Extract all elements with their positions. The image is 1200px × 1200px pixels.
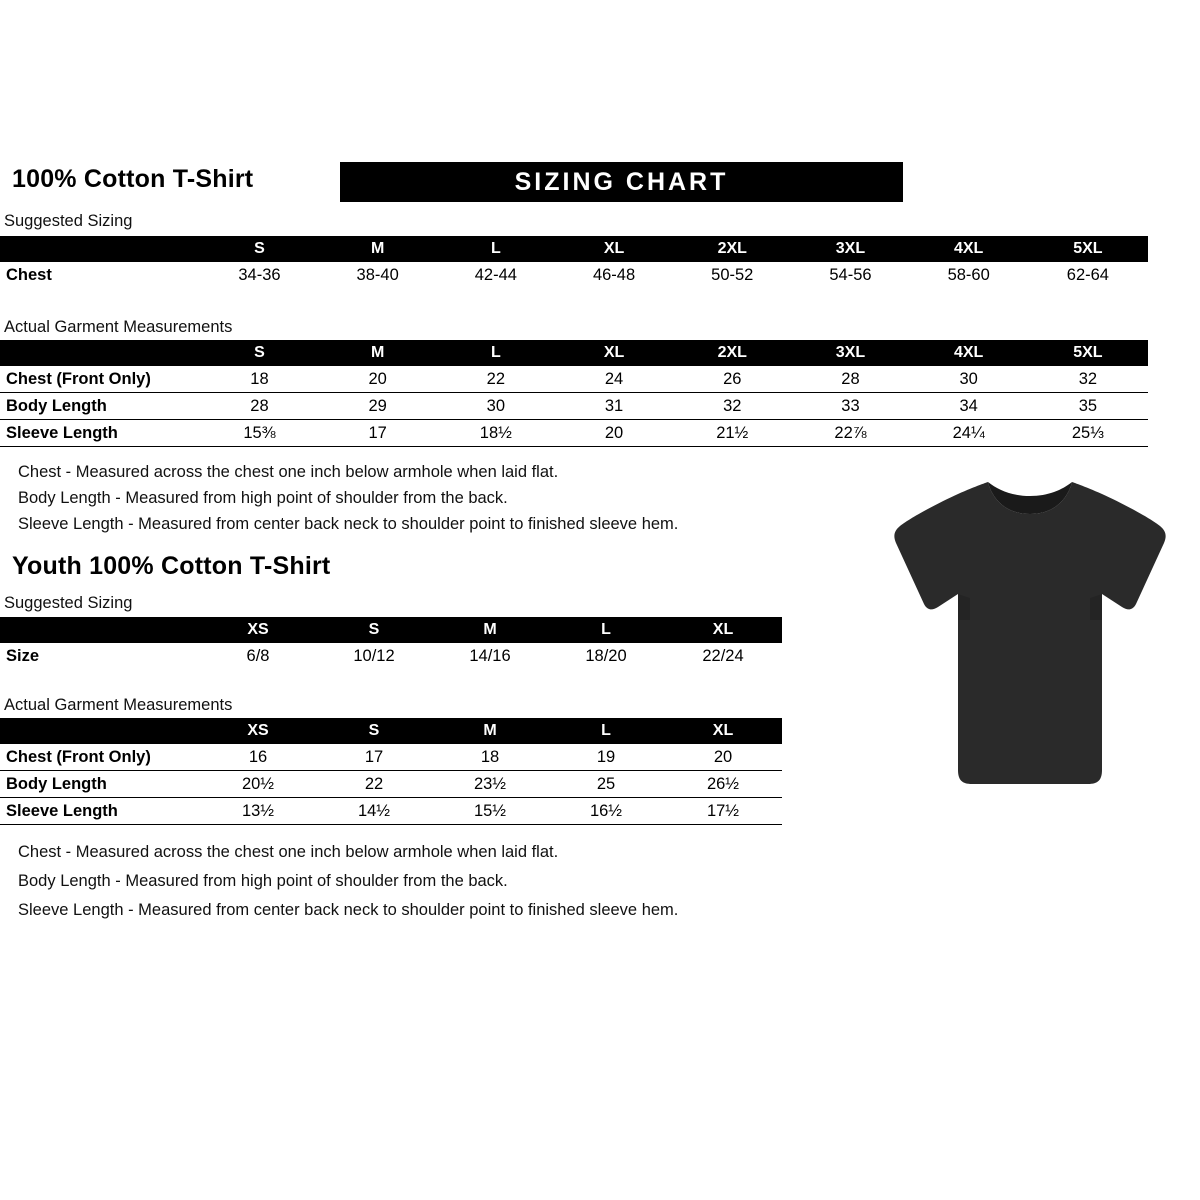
col-header-3xl: 3XL	[791, 340, 909, 366]
table-row	[0, 420, 1148, 447]
col-header-blank	[0, 236, 200, 262]
col-header-xl: XL	[555, 236, 673, 262]
col-header-4xl: 4XL	[910, 236, 1028, 262]
col-header-s: S	[316, 718, 432, 744]
cell-chest-l: 42-44	[474, 265, 517, 284]
col-header-l: L	[548, 617, 664, 643]
t-shirt-icon	[880, 470, 1180, 810]
cell-size-xl: 22/24	[702, 646, 744, 665]
table-header-row	[0, 718, 782, 744]
cell-chestfront-3xl: 28	[841, 369, 860, 388]
cell-size-m: 14/16	[469, 646, 511, 665]
table-row	[0, 643, 782, 669]
cell-chest-2xl: 50-52	[711, 265, 754, 284]
cell-chestfront-l: 22	[486, 369, 506, 388]
cell-size-s: 10/12	[353, 646, 395, 665]
col-header-s: S	[200, 236, 318, 262]
row-label-body-length: Body Length	[6, 774, 107, 793]
youth-suggested-sizing-table	[0, 617, 782, 669]
col-header-4xl: 4XL	[910, 340, 1028, 366]
col-header-5xl: 5XL	[1028, 340, 1148, 366]
table-row	[0, 771, 782, 798]
col-header-m: M	[432, 718, 548, 744]
cell-chestfront-s: 18	[250, 369, 269, 388]
col-header-m: M	[319, 340, 437, 366]
cell-sleevelength-l: 16½	[589, 801, 623, 820]
youth-note-sleeve-length: Sleeve Length - Measured from center back neck to shoulder point to finished sleeve hem.	[18, 901, 679, 919]
col-header-xs: XS	[200, 617, 316, 643]
table-row	[0, 366, 1148, 393]
col-header-blank	[0, 340, 200, 366]
cell-bodylength-m: 29	[368, 396, 387, 415]
cell-size-xs: 6/8	[246, 646, 270, 665]
cell-bodylength-xl: 31	[604, 396, 624, 415]
cell-bodylength-s: 22	[364, 774, 384, 793]
cell-chestfront-m: 18	[480, 747, 500, 766]
cell-chestfront-l: 19	[596, 747, 616, 766]
cell-sleevelength-5xl: 25⅓	[1071, 423, 1104, 442]
youth-note-body-length: Body Length - Measured from high point of shoulder from the back.	[18, 872, 508, 890]
col-header-l: L	[548, 718, 664, 744]
youth-actual-measurements-table	[0, 718, 782, 825]
cell-sleevelength-s: 14½	[357, 801, 391, 820]
row-label-body-length: Body Length	[6, 396, 107, 415]
sizing-chart-banner	[340, 162, 903, 202]
col-header-l: L	[437, 236, 555, 262]
adult-section-title: 100% Cotton T-Shirt	[12, 165, 254, 193]
table-row	[0, 262, 1148, 288]
col-header-blank	[0, 718, 200, 744]
cell-sleevelength-m: 17	[368, 423, 387, 442]
adult-actual-measurements-table	[0, 340, 1148, 447]
adult-suggested-sizing-label: Suggested Sizing	[4, 212, 133, 230]
cell-chestfront-m: 20	[368, 369, 387, 388]
cell-bodylength-s: 28	[250, 396, 269, 415]
col-header-2xl: 2XL	[673, 236, 791, 262]
cell-chest-s: 34-36	[238, 265, 281, 284]
col-header-xl: XL	[555, 340, 673, 366]
adult-note-sleeve-length: Sleeve Length - Measured from center back neck to shoulder point to finished sleeve hem.	[18, 515, 679, 533]
table-header-row	[0, 617, 782, 643]
row-label-sleeve-length: Sleeve Length	[6, 801, 118, 820]
t-shirt-illustration	[880, 470, 1180, 810]
cell-chestfront-4xl: 30	[959, 369, 978, 388]
col-header-l: L	[437, 340, 555, 366]
cell-chest-xl: 46-48	[592, 265, 636, 284]
table-header-row	[0, 340, 1148, 366]
cell-bodylength-m: 23½	[473, 774, 507, 793]
cell-bodylength-2xl: 32	[723, 396, 742, 415]
cell-chestfront-xl: 24	[604, 369, 624, 388]
cell-bodylength-l: 25	[596, 774, 616, 793]
cell-chestfront-5xl: 32	[1078, 369, 1098, 388]
youth-actual-measurements-label: Actual Garment Measurements	[4, 696, 233, 714]
cell-sleevelength-m: 15½	[473, 801, 507, 820]
youth-section-title: Youth 100% Cotton T-Shirt	[12, 552, 331, 580]
cell-chestfront-s: 17	[364, 747, 384, 766]
cell-sleevelength-2xl: 21½	[716, 423, 749, 442]
col-header-s: S	[200, 340, 318, 366]
col-header-xs: XS	[200, 718, 316, 744]
table-row	[0, 393, 1148, 420]
table-row	[0, 798, 782, 825]
col-header-blank	[0, 617, 200, 643]
youth-note-chest: Chest - Measured across the chest one inch below armhole when laid flat.	[18, 843, 559, 861]
cell-chest-5xl: 62-64	[1066, 265, 1109, 284]
row-label-chest: Chest	[6, 265, 52, 284]
col-header-s: S	[316, 617, 432, 643]
cell-chest-4xl: 58-60	[947, 265, 990, 284]
col-header-5xl: 5XL	[1028, 236, 1148, 262]
adult-note-chest: Chest - Measured across the chest one inch below armhole when laid flat.	[18, 463, 559, 481]
col-header-m: M	[432, 617, 548, 643]
cell-chestfront-2xl: 26	[723, 369, 742, 388]
adult-suggested-sizing-table	[0, 236, 1148, 288]
cell-sleevelength-3xl: 22⅞	[834, 423, 867, 442]
cell-bodylength-l: 30	[486, 396, 506, 415]
row-label-chest-front-only: Chest (Front Only)	[6, 369, 151, 388]
cell-chest-m: 38-40	[356, 265, 399, 284]
col-header-m: M	[319, 236, 437, 262]
col-header-2xl: 2XL	[673, 340, 791, 366]
cell-size-l: 18/20	[585, 646, 627, 665]
cell-sleevelength-l: 18½	[479, 423, 512, 442]
cell-bodylength-4xl: 34	[959, 396, 978, 415]
table-header-row	[0, 236, 1148, 262]
table-row	[0, 744, 782, 771]
cell-chest-3xl: 54-56	[829, 265, 872, 284]
cell-bodylength-3xl: 33	[841, 396, 860, 415]
adult-actual-measurements-label: Actual Garment Measurements	[4, 318, 233, 336]
row-label-chest-front-only: Chest (Front Only)	[6, 747, 151, 766]
cell-sleevelength-xl: 20	[604, 423, 624, 442]
cell-bodylength-xs: 20½	[241, 774, 275, 793]
col-header-3xl: 3XL	[791, 236, 909, 262]
adult-note-body-length: Body Length - Measured from high point of shoulder from the back.	[18, 489, 508, 507]
cell-sleevelength-xl: 17½	[706, 801, 740, 820]
col-header-xl: XL	[664, 617, 782, 643]
sizing-chart-banner-label: SIZING CHART	[514, 167, 729, 196]
youth-suggested-sizing-label: Suggested Sizing	[4, 594, 133, 612]
col-header-xl: XL	[664, 718, 782, 744]
cell-sleevelength-xs: 13½	[241, 801, 275, 820]
row-label-sleeve-length: Sleeve Length	[6, 423, 118, 442]
cell-chestfront-xl: 20	[713, 747, 733, 766]
cell-bodylength-5xl: 35	[1078, 396, 1098, 415]
cell-chestfront-xs: 16	[248, 747, 268, 766]
cell-sleevelength-4xl: 24¼	[952, 423, 985, 442]
cell-sleevelength-s: 15⅜	[243, 423, 276, 442]
cell-bodylength-xl: 26½	[706, 774, 740, 793]
row-label-size: Size	[6, 646, 40, 665]
